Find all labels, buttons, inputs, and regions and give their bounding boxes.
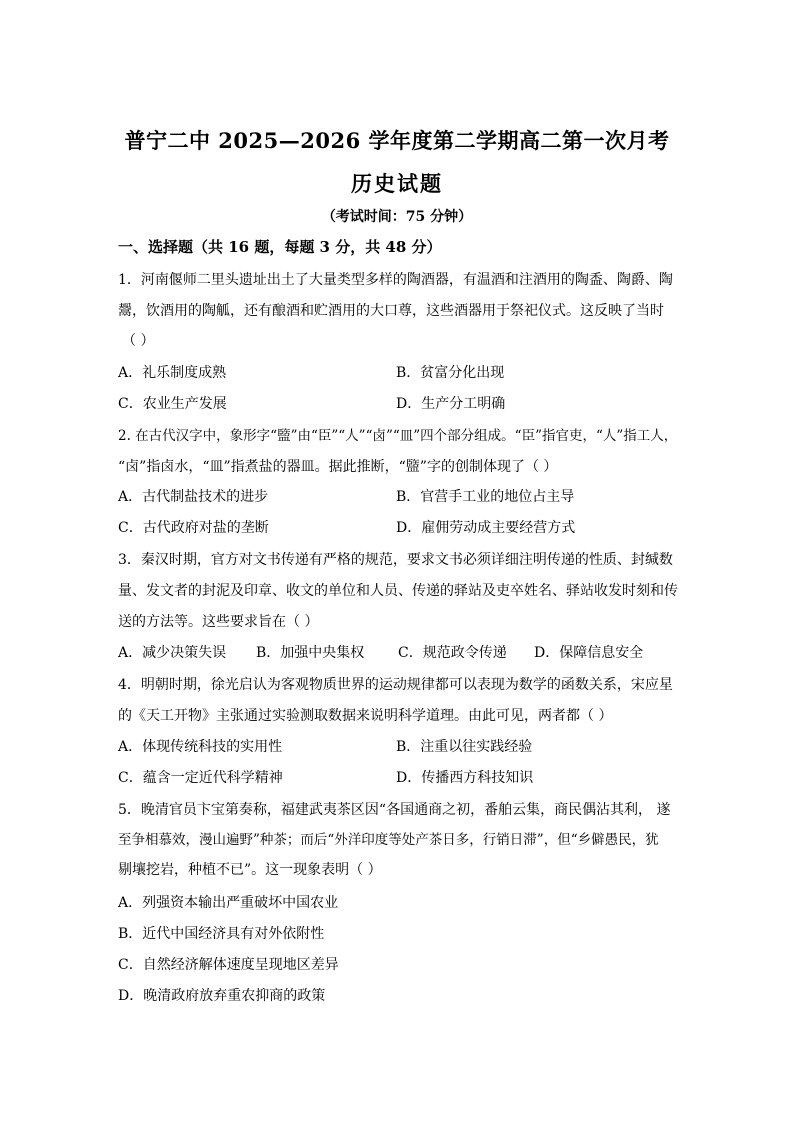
q4-option-a: A．体现传统科技的实用性 bbox=[118, 739, 283, 755]
exam-time: （考试时间：75 分钟） bbox=[321, 209, 473, 225]
q1-option-a: A．礼乐制度成熟 bbox=[118, 365, 227, 381]
q4-line-1: 4．明朝时期，徐光启认为客观物质世界的运动规律都可以表现为数学的函数关系，宋应星 bbox=[118, 677, 673, 693]
q3-option-d: D．保障信息安全 bbox=[534, 645, 644, 661]
q4-option-d: D．传播西方科技知识 bbox=[396, 770, 534, 786]
q4-option-c: C．蕴含一定近代科学精神 bbox=[118, 770, 283, 786]
q2-option-b: B．官营手工业的地位占主导 bbox=[396, 489, 575, 505]
q5-option-c: C．自然经济解体速度呈现地区差异 bbox=[118, 957, 339, 973]
q3-option-b: B．加强中央集权 bbox=[256, 645, 365, 661]
q1-option-c: C．农业生产发展 bbox=[118, 396, 227, 412]
q4-option-b: B．注重以往实践经验 bbox=[396, 739, 533, 755]
q5-line-2: 至争相慕效，漫山遍野”种茶；而后“外洋印度等处产茶日多，行销日滞”，但“乡僻愚民，犹 bbox=[118, 832, 659, 848]
section-heading: 一、选择题（共 16 题，每题 3 分，共 48 分） bbox=[118, 238, 442, 256]
q5-option-d: D．晚清政府放弃重农抑商的政策 bbox=[118, 988, 326, 1004]
q1-option-d: D．生产分工明确 bbox=[396, 396, 506, 412]
q1-line-1: 1．河南偃师二里头遗址出土了大量类型多样的陶酒器，有温酒和注酒用的陶盉、陶爵、陶 bbox=[118, 272, 673, 288]
exam-title: 普宁二中 2025—2026 学年度第二学期高二第一次月考 bbox=[124, 128, 670, 153]
q5-option-b: B．近代中国经济具有对外依附性 bbox=[118, 926, 325, 942]
q3-line-3: 送的方法等。这些要求旨在（ ） bbox=[118, 614, 319, 630]
q3-line-1: 3．秦汉时期，官方对文书传递有严格的规范，要求文书必须详细注明传递的性质、封缄数 bbox=[118, 552, 673, 568]
q2-option-c: C．古代政府对盐的垄断 bbox=[118, 520, 269, 536]
q1-line-2: 鬶，饮酒用的陶觚，还有酿酒和贮酒用的大口尊，这些酒器用于祭祀仪式。这反映了当时 bbox=[118, 303, 664, 319]
q3-line-2: 量、发文者的封泥及印章、收文的单位和人员、传递的驿站及吏卒姓名、驿站收发时刻和传 bbox=[118, 583, 678, 599]
subject-title: 历史试题 bbox=[351, 171, 443, 196]
q5-line-3: 剔壤挖岩，种植不已”。这一现象表明（ ） bbox=[118, 862, 382, 878]
q3-option-a: A．减少决策失误 bbox=[118, 645, 227, 661]
q1-option-b: B．贫富分化出现 bbox=[396, 365, 505, 381]
q4-line-2: 的《天工开物》主张通过实验测取数据来说明科学道理。由此可见，两者都（ ） bbox=[118, 708, 613, 724]
q3-option-c: C．规范政令传递 bbox=[398, 645, 507, 661]
q2-option-a: A．古代制盐技术的进步 bbox=[118, 489, 269, 505]
q2-line-1: 2. 在古代汉字中，象形字“盬”由“臣”“人”“卤”“皿”四个部分组成。“臣”指官吏，“人”指工人， bbox=[118, 428, 678, 444]
q2-option-d: D．雇佣劳动成主要经营方式 bbox=[396, 520, 576, 536]
q2-line-2: “卤”指卤水，“皿”指煮盐的器皿。据此推断，“盬”字的创制体现了（ ） bbox=[118, 459, 558, 475]
q5-option-a: A．列强资本输出严重破坏中国农业 bbox=[118, 895, 339, 911]
q5-line-1: 5．晚清官员卞宝第奏称，福建武夷茶区因“各国通商之初，番舶云集，商民偶沾其利， 遂 bbox=[118, 802, 671, 818]
q1-line-3: （ ） bbox=[122, 333, 155, 349]
